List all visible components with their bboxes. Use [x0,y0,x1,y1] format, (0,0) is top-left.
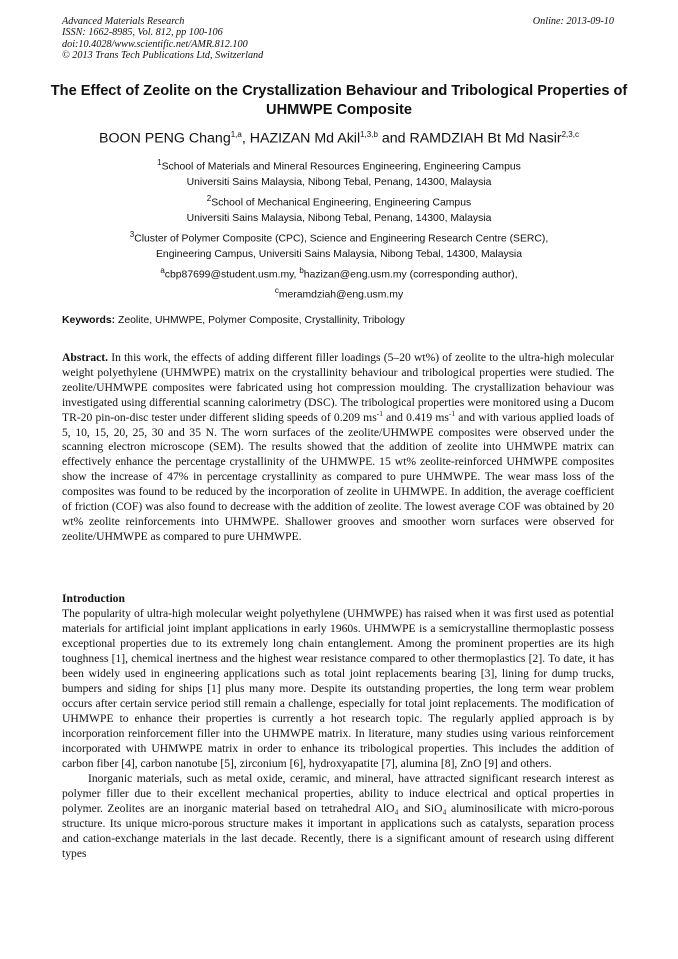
abstract-text: and 0.419 ms [382,410,449,424]
author-name: BOON PENG Chang [99,130,231,147]
author-affiliation-mark: 1,a [230,130,242,139]
email-mark: c [274,286,279,296]
author-list [30,126,648,148]
affiliation-3 [40,227,638,263]
email-mark: a [160,266,165,275]
email-link[interactable]: meramdziah@eng.usm.my [278,289,404,301]
unit-exponent: -1 [448,408,456,418]
affiliation-number: 2 [206,194,212,203]
author-separator: and [377,130,410,147]
affiliation-line: Universiti Sains Malaysia, Nibong Tebal, Penang, 14300, Malaysia [186,177,492,189]
abstract-label: Abstract. [62,351,109,364]
abstract [62,351,614,545]
author-affiliation-mark: 2,3,c [561,130,579,139]
affiliation-1 [40,155,638,191]
journal-copyright: © 2013 Trans Tech Publications Ltd, Switzerland [62,50,264,62]
email-link[interactable]: cbp87699@student.usm.my, [164,269,300,281]
keywords [62,315,614,326]
introduction-body [62,606,614,861]
affiliation-2 [40,191,638,227]
affiliation-line: School of Materials and Mineral Resources Engineering, Engineering Campus [161,161,521,173]
online-date: Online: 2013-09-10 [532,16,614,27]
journal-name: Advanced Materials Research [62,16,185,27]
email-mark: b [299,266,304,275]
section-heading-introduction: Introduction [62,592,125,605]
affiliation-number: 1 [157,158,162,167]
paragraph: Inorganic materials, such as metal oxide, ceramic, and mineral, have attracted significant research interest as polymer filler due to their excellent mechanical properties, ability to induce electrical and optical properties in polymer. Zeolites are an inorganic material based on tetrahedral AlO₄ and SiO₄ aluminosilicate with micro-porous structure. Its unique micro-porous structure makes it important in applications such as catalysts, separation process and cation-exchange materials in the last decade. Recently, there is a significant amount of research using different types [62,772,614,860]
unit-exponent: -1 [376,408,383,418]
affiliation-line: Universiti Sains Malaysia, Nibong Tebal, Penang, 14300, Malaysia [186,213,492,225]
author-separator: , [241,130,250,147]
keywords-label: Keywords: [62,315,116,326]
journal-doi: doi:10.4028/www.scientific.net/AMR.812.100 [62,38,248,50]
journal-issn: ISSN: 1662-8985, Vol. 812, pp 100-106 [62,27,223,39]
author-name: RAMDZIAH Bt Md Nasir [409,130,562,147]
affiliation-number: 3 [129,230,135,239]
email-link[interactable]: hazizan@eng.usm.my (corresponding author), [303,269,518,281]
keywords-text: Zeolite, UHMWPE, Polymer Composite, Crystallinity, Tribology [115,315,405,326]
affiliation-line: School of Mechanical Engineering, Engineering Campus [211,197,472,209]
author-name: HAZIZAN Md Akil [249,130,361,147]
abstract-text: and with various applied loads of 5, 10, 15, 20, 25, 30 and 35 N. The worn surfaces of the zeolite/UHMWPE composites were observed under the scanning electron microscope (SEM). The results showed that the addition of zeolite into UHMWPE matrix can effectively enhance the percentage crystallinity of the UHMWPE. 15 wt% zeolite-reinforced UHMWPE composites show the increase of 47% in percentage crystallinity as compared to pure UHMWPE. The wear mass loss of the composites was found to be reduced by the incorporation of zeolite in UHMWPE. In addition, the average coefficient of friction (COF) was also found to decrease with the addition of zeolite. The lowest average COF was obtained by 20 wt% zeolite reinforcements into UHMWPE. Shallower grooves and smoother worn surfaces were observed for zeolite/UHMWPE as compared to pure UHMWPE. [62,410,614,543]
journal-header [62,16,614,62]
abstract-text: In this work, the effects of adding different filler loadings (5–20 wt%) of zeolite to the ultra-high molecular weight polyethylene (UHMWPE) matrix on the crystallinity behaviour and tribological properties were studied. The zeolite/UHMWPE composites were fabricated using hot compression moulding. The crystallization behaviour was investigated using differential scanning calorimetry (DSC). The tribological properties were monitored using a Ducom TR-20 pin-on-disc tester under different sliding speeds of 0.209 ms [62,351,614,424]
affiliation-line: Cluster of Polymer Composite (CPC), Science and Engineering Research Centre (SERC), [134,233,549,245]
paper-title: The Effect of Zeolite on the Crystallization Behaviour and Tribological Properties of UHMWPE Composite [50,83,628,118]
author-emails [40,263,638,304]
affiliation-line: Engineering Campus, Universiti Sains Malaysia, Nibong Tebal, 14300, Malaysia [156,249,522,261]
author-affiliation-mark: 1,3,b [360,130,378,139]
paragraph: The popularity of ultra-high molecular weight polyethylene (UHMWPE) has raised when it was first used as potential materials for artificial joint implant applications in early 1960s. UHMWPE is a semicrystalline thermoplastic possess exceptional properties due to its extremely long chain entanglement. Among the prominent properties are its high toughness [1], chemical inertness and the highest wear resistance compared to other thermoplastics [2]. To date, it has been widely used in engineering applications such as total joint replacements bearing [3], lining for dump trucks, bumpers and siding for ships [1] plus many more. Despite its outstanding properties, the long term wear problem occurs after certain service period still remain a challenge, especially for total joint replacements. The modification of UHMWPE to enhance their properties is currently a hot research topic. The regularly applied approach is by incorporation reinforcement filler into the UHMWPE matrix. In literature, many studies using various reinforcement incorporated with UHMWPE matrix in order to enhance its tribological properties. This includes the addition of carbon fiber [4], carbon nanotube [5], zirconium [6], hydroxyapatite [7], alumina [8], ZnO [9] and others. [62,607,614,770]
